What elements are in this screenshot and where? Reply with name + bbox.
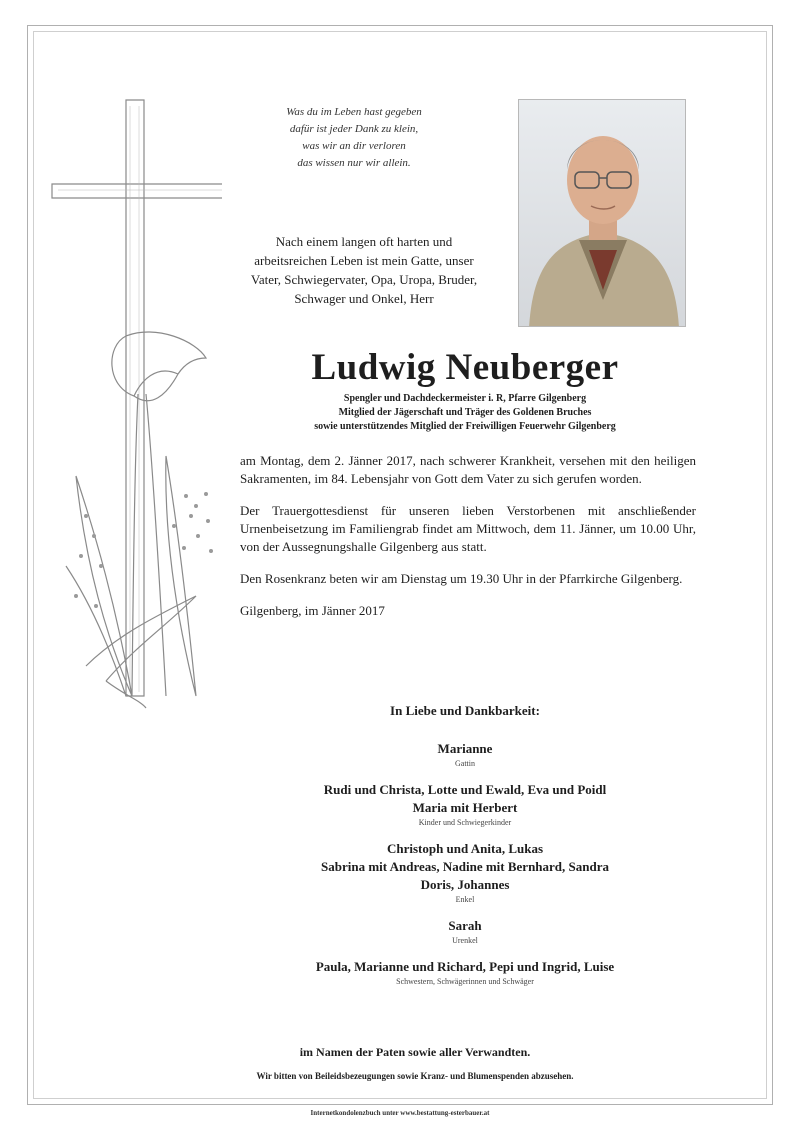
intro-text — [228, 232, 500, 308]
family-group — [230, 840, 700, 905]
intro-line: arbeitsreichen Leben ist mein Gatte, unser — [254, 253, 474, 268]
announcement-body — [240, 452, 696, 634]
donation-request: Wir bitten von Beileidsbezeugungen sowie Kranz- und Blumenspenden abzusehen. — [256, 1071, 574, 1081]
title-line: sowie unterstützendes Mitglied der Freiwilligen Feuerwehr Gilgenberg — [314, 421, 616, 432]
family-group — [230, 781, 700, 828]
signoff: In Liebe und Dankbarkeit: — [390, 703, 540, 718]
family-names: Rudi und Christa, Lotte und Ewald, Eva und Poidl — [323, 782, 607, 797]
family-group — [230, 740, 700, 769]
family-role: Urenkel — [452, 936, 478, 945]
family-names: Sabrina mit Andreas, Nadine mit Bernhard, Sandra — [321, 859, 609, 874]
poem-line: Was du im Leben hast gegeben — [286, 106, 422, 118]
condolence-footer: Internetkondolenzbuch unter www.bestattung-esterbauer.at — [310, 1109, 490, 1117]
place-date: Gilgenberg, im Jänner 2017 — [240, 603, 385, 618]
family-group — [230, 958, 700, 987]
family-names: Doris, Johannes — [420, 877, 510, 892]
family-list — [230, 740, 700, 999]
paragraph-funeral: Der Trauergottesdienst für unseren lieben Verstorbenen mit anschließender Urnenbeisetzung im Familiengrab findet am Mittwoch, dem 11. Jänner, um 10.00 Uhr, von der Aussegnungshalle Gilgenberg aus statt. — [240, 503, 696, 554]
family-names: Marianne — [437, 741, 493, 756]
family-names: Paula, Marianne und Richard, Pepi und Ingrid, Luise — [315, 959, 615, 974]
intro-line: Schwager und Onkel, Herr — [294, 291, 434, 306]
family-names: Maria mit Herbert — [412, 800, 518, 815]
paragraph-rosary: Den Rosenkranz beten wir am Dienstag um 19.30 Uhr in der Pfarrkirche Gilgenberg. — [240, 571, 683, 586]
poem-line: das wissen nur wir allein. — [297, 157, 411, 169]
family-group — [230, 917, 700, 946]
title-line: Mitglied der Jägerschaft und Träger des Goldenen Bruches — [338, 407, 592, 418]
intro-line: Vater, Schwiegervater, Opa, Uropa, Bruder, — [250, 272, 478, 287]
intro-line: Nach einem langen oft harten und — [275, 234, 453, 249]
family-role: Gattin — [455, 759, 475, 768]
poem — [236, 104, 472, 172]
family-role: Schwestern, Schwägerinnen und Schwäger — [396, 977, 534, 986]
family-names: Christoph und Anita, Lukas — [386, 841, 544, 856]
deceased-titles — [230, 392, 700, 434]
paragraph-death: am Montag, dem 2. Jänner 2017, nach schwerer Krankheit, versehen mit den heiligen Sakramenten, im 84. Lebensjahr von Gott dem Vater zu sich gerufen worden. — [240, 453, 696, 486]
title-line: Spengler und Dachdeckermeister i. R, Pfarre Gilgenberg — [343, 393, 587, 404]
family-role: Kinder und Schwiegerkinder — [418, 818, 512, 827]
portrait-photo — [518, 99, 686, 327]
deceased-name: Ludwig Neuberger — [311, 347, 619, 388]
poem-line: was wir an dir verloren — [302, 140, 406, 152]
poem-line: dafür ist jeder Dank zu klein, — [289, 123, 419, 135]
cross-lily-ornament — [46, 96, 222, 710]
relatives-line: im Namen der Paten sowie aller Verwandten. — [299, 1045, 531, 1059]
family-names: Sarah — [448, 918, 482, 933]
family-role: Enkel — [455, 895, 475, 904]
